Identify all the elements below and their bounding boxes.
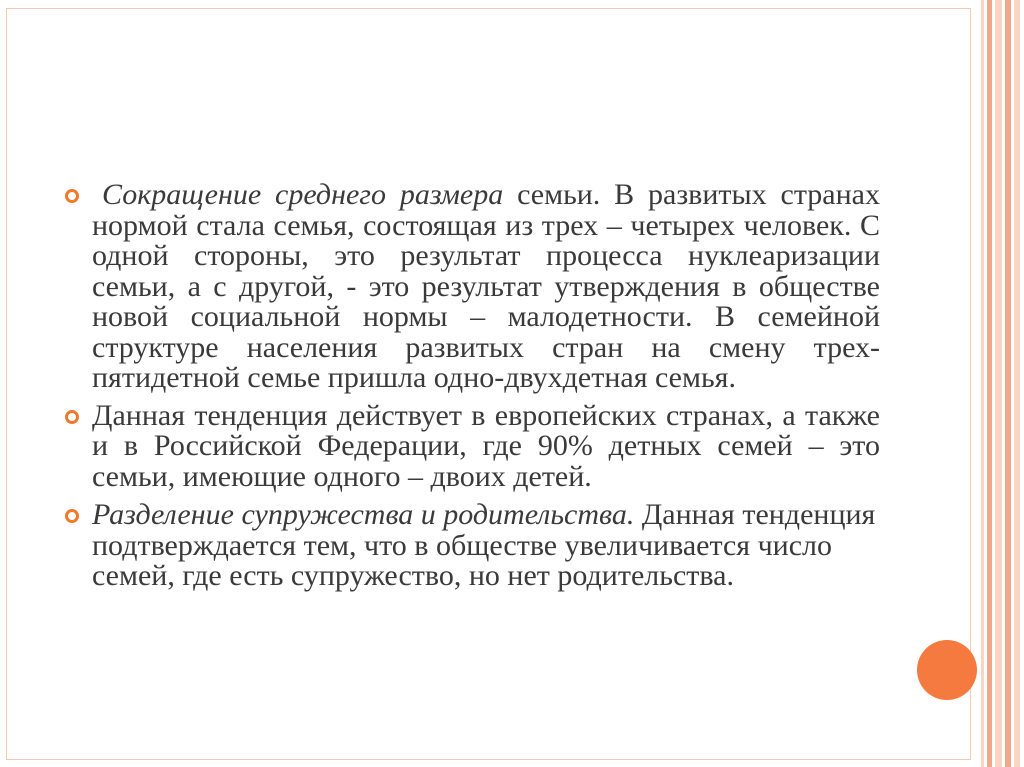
bullet-text: семьи. В развитых странах нормой стала семья, состоящая из трех – четырех человек. С одной стороны, это результат процесса нуклеаризации семьи, а с другой, - это результат утверждения в обществе новой социальной нормы – малодетности. В семейной структуре населения развитых стран на смену трех-пятидетной семье пришла одно-двухдетная семья. [92, 178, 880, 394]
bullet-ring-icon [65, 189, 79, 203]
stripe [981, 0, 984, 767]
stripe [995, 0, 1002, 767]
bullet-item [62, 500, 880, 592]
stripe [1014, 0, 1020, 767]
bullet-ring-icon [65, 410, 79, 424]
stripe [987, 0, 992, 767]
stripe [1005, 0, 1011, 767]
bullet-text: Данная тенденция действует в европейских странах, а также и в Российской Федерации, где 90% детных семей – это семьи, имеющие одного – двоих детей. [92, 398, 880, 493]
bullet-italic-text: Сокращение среднего размера [102, 178, 504, 211]
accent-circle [917, 640, 977, 700]
bullet-italic-text: Разделение супружества и родительства. [92, 498, 635, 531]
decorative-stripes [978, 0, 1024, 767]
bullet-text: Данная тенденция подтверждается тем, что в обществе увеличивается число семей, где есть супружество, но нет родительства. [92, 498, 876, 592]
content-body [62, 180, 880, 600]
bullet-ring-icon [65, 509, 79, 523]
bullet-item [62, 398, 880, 493]
bullet-item [62, 180, 880, 394]
